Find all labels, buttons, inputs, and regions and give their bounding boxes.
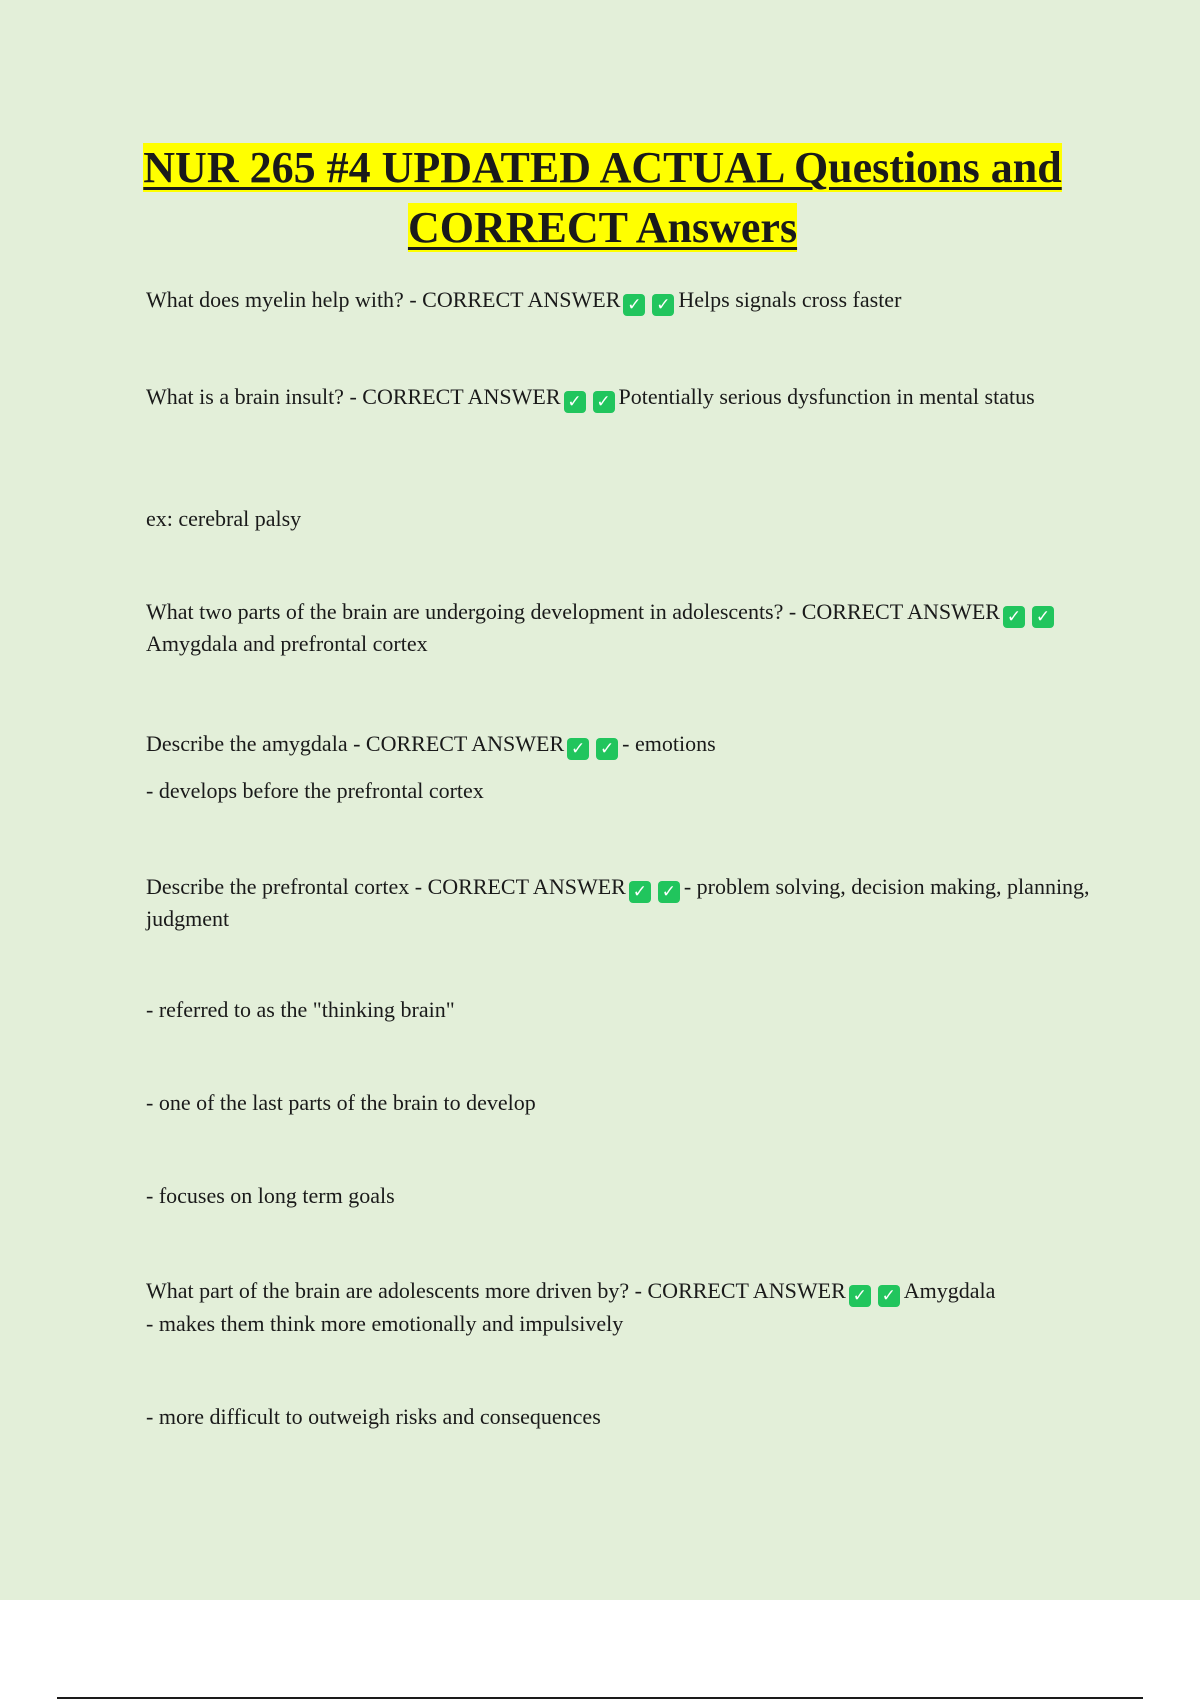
check-mark-icon: ✓ (849, 1285, 871, 1307)
answer-text: - problem solving, decision making, planning, judgment (146, 874, 1090, 931)
question-text: Describe the amygdala - CORRECT ANSWER (146, 731, 565, 756)
question-text: What part of the brain are adolescents more driven by? - CORRECT ANSWER (146, 1278, 846, 1303)
answer-text: - emotions (622, 731, 716, 756)
qa-extra-line: - one of the last parts of the brain to develop (146, 1090, 536, 1115)
qa-item-brain-insult (146, 381, 1091, 413)
question-text: What does myelin help with? - CORRECT ANSWER (146, 287, 621, 312)
document-title: NUR 265 #4 UPDATED ACTUAL Questions and CORRECT Answers (143, 143, 1062, 252)
title-block (120, 138, 1085, 258)
qa-extra-line: - develops before the prefrontal cortex (146, 778, 484, 803)
qa-item-prefrontal-cortex (146, 871, 1091, 934)
check-mark-icon: ✓ (567, 738, 589, 760)
question-text: Describe the prefrontal cortex - CORRECT ANSWER (146, 874, 626, 899)
answer-text: Amygdala (903, 1278, 996, 1303)
qa-item-amygdala (146, 728, 1091, 760)
qa-item-adolescent-driver (146, 1275, 1091, 1307)
check-mark-icon: ✓ (564, 391, 586, 413)
check-mark-icon: ✓ (878, 1285, 900, 1307)
check-mark-icon: ✓ (652, 294, 674, 316)
qa-item-myelin (146, 284, 1091, 316)
qa-extra-line: - more difficult to outweigh risks and consequences (146, 1404, 601, 1429)
check-mark-icon: ✓ (658, 881, 680, 903)
qa-extra-line: - focuses on long term goals (146, 1183, 395, 1208)
check-mark-icon: ✓ (1003, 606, 1025, 628)
answer-text: Helps signals cross faster (678, 287, 902, 312)
qa-item-adolescent-development (146, 596, 1091, 659)
check-mark-icon: ✓ (623, 294, 645, 316)
check-mark-icon: ✓ (596, 738, 618, 760)
qa-extra-line: - referred to as the "thinking brain" (146, 997, 455, 1022)
answer-text: Amygdala and prefrontal cortex (146, 631, 428, 656)
check-mark-icon: ✓ (629, 881, 651, 903)
question-text: What is a brain insult? - CORRECT ANSWER (146, 384, 561, 409)
check-mark-icon: ✓ (593, 391, 615, 413)
check-mark-icon: ✓ (1032, 606, 1054, 628)
answer-text: Potentially serious dysfunction in mental status (618, 384, 1035, 409)
qa-extra-line: - makes them think more emotionally and impulsively (146, 1311, 624, 1336)
question-text: What two parts of the brain are undergoing development in adolescents? - CORRECT ANSWER (146, 599, 1000, 624)
footer-divider (57, 1697, 1143, 1699)
qa-extra-line: ex: cerebral palsy (146, 506, 302, 531)
